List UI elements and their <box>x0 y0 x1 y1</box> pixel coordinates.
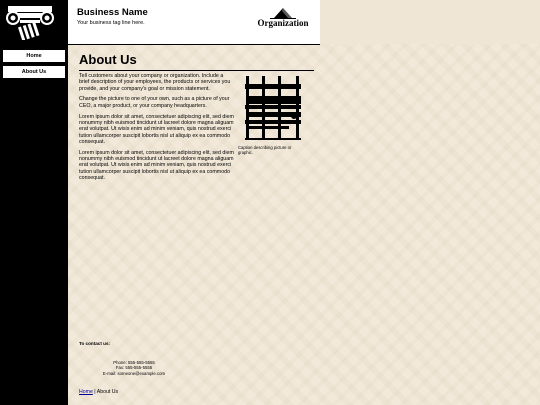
column-capital-logo-icon <box>4 4 56 40</box>
about-body <box>79 73 235 186</box>
paragraph-lorem-2: Lorem ipsum dolor sit amet, consectetuer adipiscing elit, sed diem nonummy nibh euismod tincidunt ut lacreet dolore magna aliguam erat volutpat. Ut wisis enim ad minim veniam, quis nostrud exerci tution ullamcorper suscipit lobortis nisl ut aliquip ex ea commodo consequat. <box>79 149 234 181</box>
site-header <box>68 0 320 44</box>
nav-item-about-us[interactable]: About Us <box>2 65 66 79</box>
main-content <box>79 52 319 67</box>
sidebar <box>0 0 68 405</box>
picture-caption: Caption describing picture or graphic. <box>238 145 292 155</box>
contact-details <box>79 360 189 376</box>
footer-separator: | <box>92 389 97 395</box>
main-nav <box>2 49 66 81</box>
contact-email[interactable]: E-mail: someone@example.com <box>102 370 166 376</box>
header-divider <box>68 44 320 45</box>
shelving-picture-icon <box>244 74 304 142</box>
footer-about-text: About Us <box>96 389 119 395</box>
contact-fax: Fax: 555-555-5555 <box>115 365 153 371</box>
footer-links <box>79 389 118 395</box>
page-title: About Us <box>79 52 137 67</box>
organization-name: Organization <box>257 18 309 28</box>
contact-heading: To contact us: <box>79 341 111 346</box>
paragraph-lorem-1: Lorem ipsum dolor sit amet, consectetuer adipiscing elit, sed diem nonummy nibh euismod tincidunt ut lacreet dolore magna aliguam erat volutpat. Ut wisis enim ad minim veniam, quis nostrud exerci tution ullamcorper suscipit lobortis nisl ut aliquip ex ea commodo consequat. <box>79 113 234 145</box>
business-name: Business Name <box>77 7 148 18</box>
footer-link-home[interactable]: Home <box>79 389 93 395</box>
paragraph-picture: Change the picture to one of your own, such as a picture of your CEO, a major product, or your company headquarters. <box>79 96 230 109</box>
nav-item-home[interactable]: Home <box>2 49 66 63</box>
title-divider <box>79 70 314 71</box>
organization-logo <box>252 6 314 28</box>
paragraph-intro: Tell customers about your company or organization. Include a brief description of your employees, the products or services you provide, and your company's goal or mission statement. <box>79 73 231 92</box>
contact-phone: Phone: 555-555-5555 <box>113 360 155 365</box>
business-tagline: Your business tag line here. <box>77 20 145 26</box>
